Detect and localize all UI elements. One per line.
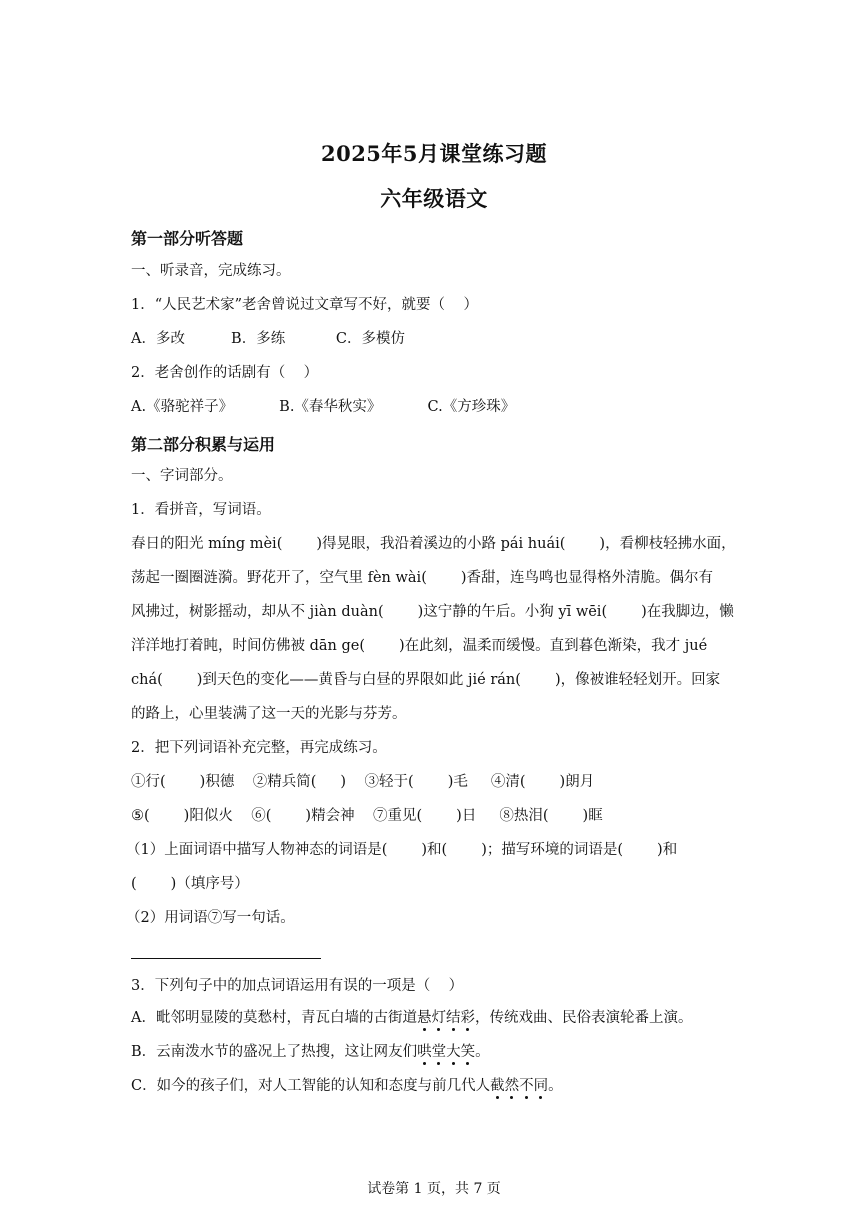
q3-option-a: A．毗邻明显陵的莫愁村，青瓦白墙的古街道悬灯结彩，传统戏曲、民俗表演轮番上演。 <box>131 1010 693 1026</box>
page-footer: 试卷第 1 页，共 7 页 <box>367 1181 501 1197</box>
part2-q2-sub1: （1）上面词语中描写人物神态的词语是( )和( )；描写环境的词语是( )和 <box>126 842 678 858</box>
page-subtitle: 六年级语文 <box>380 186 488 211</box>
dotted-char: 然 <box>504 1078 520 1094</box>
part1-section: 一、听录音，完成练习。 <box>131 263 291 279</box>
part2-section: 一、字词部分。 <box>131 468 233 484</box>
idiom-row-1: ①行( )积德 ②精兵简( ) ③轻于( )毛 ④清( )朗月 <box>131 774 595 790</box>
dotted-char: 同 <box>533 1078 549 1094</box>
idiom-row-2: ⑤( )阳似火 ⑥( )精会神 ⑦重见( )日 ⑧热泪( )眶 <box>131 808 603 824</box>
passage-line: chá( )到天色的变化——黄昏与白昼的界限如此 jié rán( )，像被谁轻轻划开。回家 <box>131 672 721 688</box>
part1-q1-options: A．多改 B．多练 C．多模仿 <box>131 331 406 347</box>
passage-line: 的路上，心里装满了这一天的光影与芬芳。 <box>131 706 407 722</box>
page-title: 2025年5月课堂练习题 <box>320 141 548 166</box>
part1-q1-stem: 1．“人民艺术家”老舍曾说过文章写不好，就要（ ） <box>131 297 478 313</box>
dotted-char: 彩 <box>460 1010 475 1026</box>
dotted-char: 悬 <box>416 1010 432 1026</box>
part1-q2-stem: 2．老舍创作的话剧有（ ） <box>131 365 319 381</box>
dotted-char: 哄 <box>417 1044 432 1060</box>
dotted-char: 不 <box>519 1078 534 1094</box>
part2-q3-stem: 3．下列句子中的加点词语运用有误的一项是（ ） <box>131 978 464 994</box>
dotted-char: 笑 <box>460 1044 476 1060</box>
dotted-char: 灯 <box>431 1010 446 1026</box>
q3-option-c: C．如今的孩子们，对人工智能的认知和态度与前几代人截然不同。 <box>131 1078 563 1094</box>
dotted-char: 堂 <box>431 1044 447 1060</box>
q3-option-b: B．云南泼水节的盛况上了热搜，这让网友们哄堂大笑。 <box>131 1044 490 1060</box>
part2-heading: 第二部分积累与运用 <box>131 435 276 454</box>
part2-q2-stem: 2．把下列词语补充完整，再完成练习。 <box>131 740 387 756</box>
part2-q2-sub2: （2）用词语⑦写一句话。 <box>126 910 295 926</box>
part1-heading: 第一部分听答题 <box>131 229 244 248</box>
part2-q1-stem: 1．看拼音，写词语。 <box>131 502 271 518</box>
dotted-char: 截 <box>490 1078 505 1094</box>
passage-line: 春日的阳光 míng mèi( )得晃眼，我沿着溪边的小路 pái huái( )，看柳枝轻拂水面， <box>131 536 736 552</box>
part2-q2-sub1-cont: ( )（填序号） <box>131 876 249 892</box>
answer-line[interactable] <box>131 958 321 959</box>
dotted-char: 结 <box>445 1010 461 1026</box>
passage-line: 风拂过，树影摇动，却从不 jiàn duàn( )这宁静的午后。小狗 yī wēi( )在我脚边，懒 <box>131 604 734 620</box>
part1-q2-options: A.《骆驼祥子》 B.《春华秋实》 C.《方珍珠》 <box>131 399 516 415</box>
passage-line: 洋洋地打着盹，时间仿佛被 dān ge( )在此刻，温柔而缓慢。直到暮色渐染，我才 jué <box>131 638 708 654</box>
dotted-char: 大 <box>446 1044 461 1060</box>
passage-line: 荡起一圈圈涟漪。野花开了，空气里 fèn wài( )香甜，连鸟鸣也显得格外清脆。偶尔有 <box>131 570 714 586</box>
